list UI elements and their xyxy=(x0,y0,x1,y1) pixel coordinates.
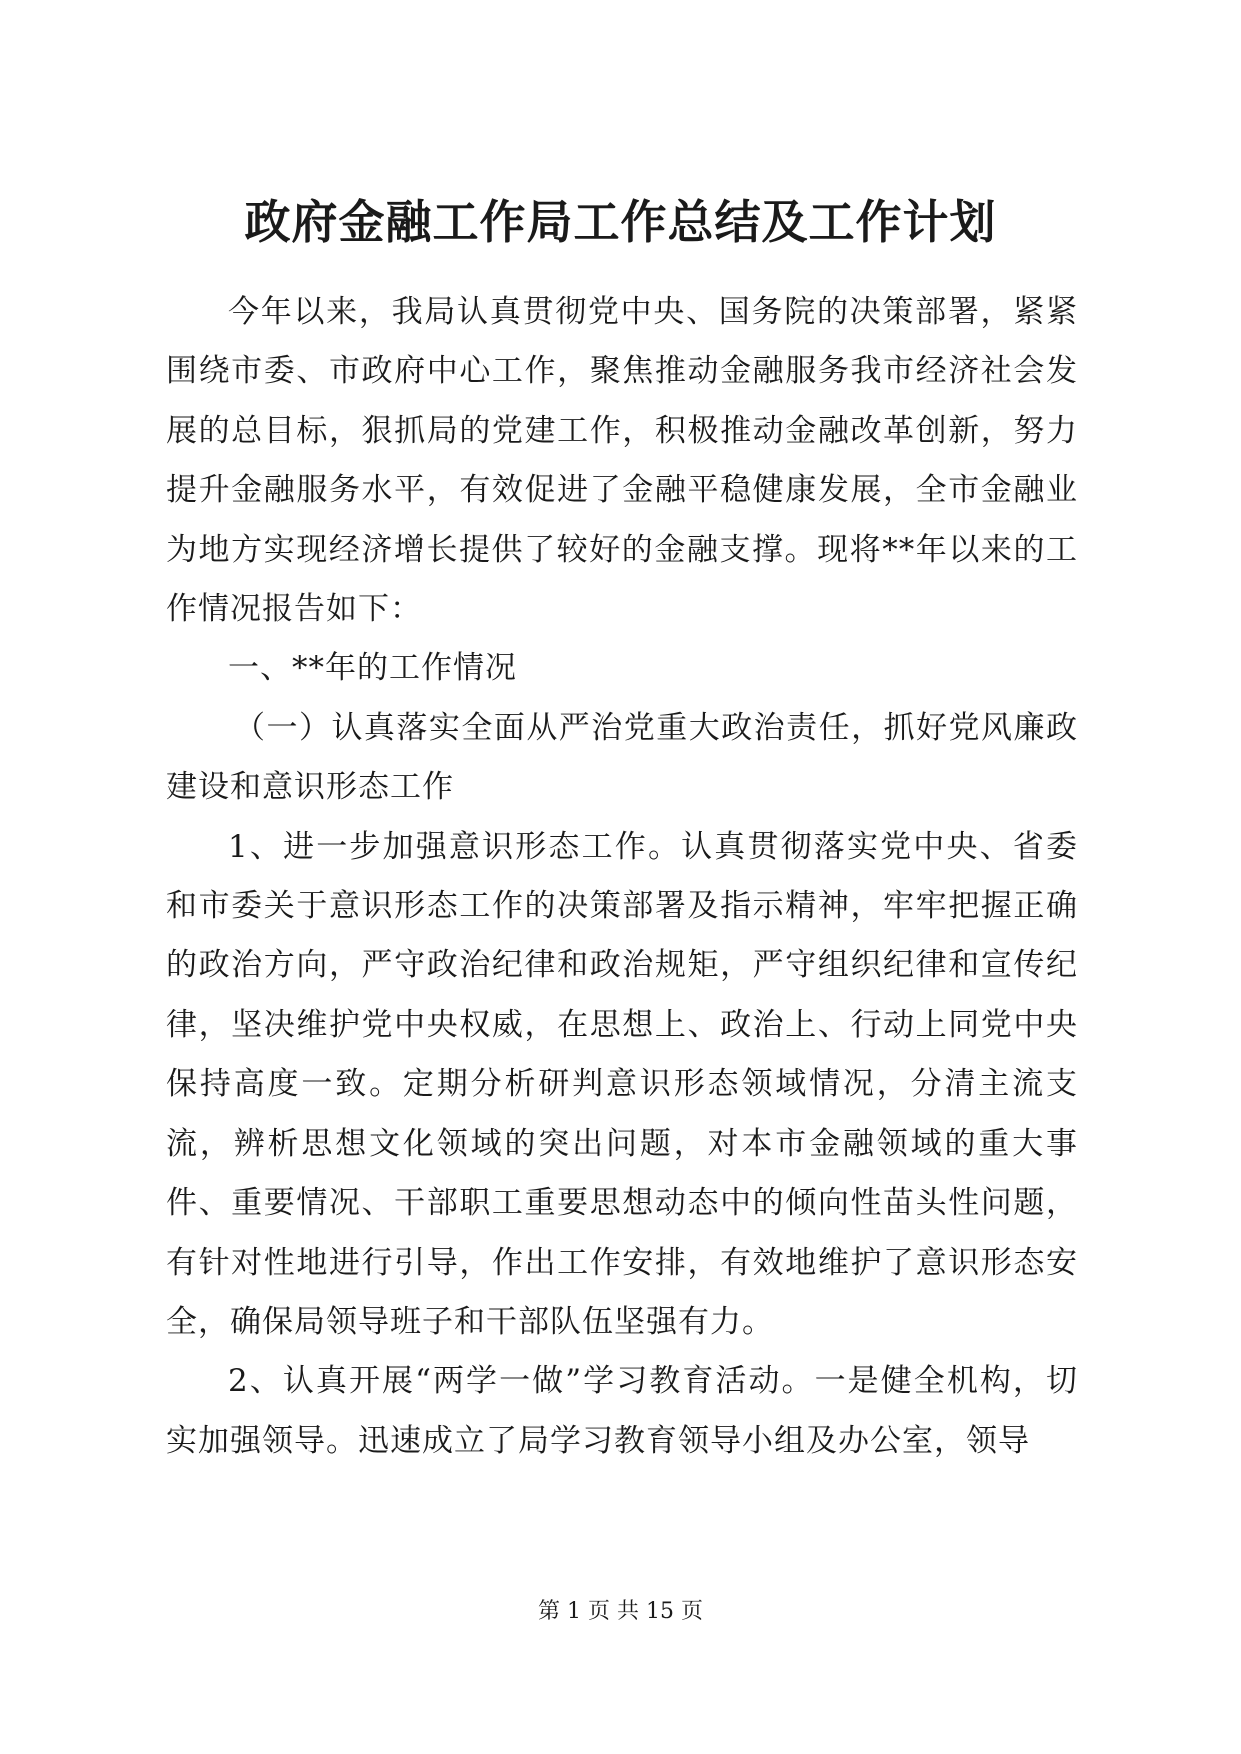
subsection-heading: （一）认真落实全面从严治党重大政治责任，抓好党风廉政建设和意识形态工作 xyxy=(166,709,1078,806)
body-paragraph: 2、认真开展“两学一做”学习教育活动。一是健全机构，切实加强领导。迅速成立了局学习教育领导小组及办公室，领导 xyxy=(166,1363,1078,1459)
document-body xyxy=(166,283,1078,1471)
document-title: 政府金融工作局工作总结及工作计划 xyxy=(244,195,997,249)
intro-paragraph: 今年以来，我局认真贯彻党中央、国务院的决策部署，紧紧围绕市委、市政府中心工作，聚焦推动金融服务我市经济社会发展的总目标，狠抓局的党建工作，积极推动金融改革创新，努力提升金融服务水平，有效促进了金融平稳健康发展，全市金融业为地方实现经济增长提供了较好的金融支撑。现将**年以来的工作情况报告如下： xyxy=(166,294,1078,628)
page-number-footer: 第 1 页 共 15 页 xyxy=(538,1599,703,1624)
body-paragraph: 1、进一步加强意识形态工作。认真贯彻落实党中央、省委和市委关于意识形态工作的决策部署及指示精神，牢牢把握正确的政治方向，严守政治纪律和政治规矩，严守组织纪律和宣传纪律，坚决维护党中央权威，在思想上、政治上、行动上同党中央保持高度一致。定期分析研判意识形态领域情况，分清主流支流，辨析思想文化领域的突出问题，对本市金融领域的重大事件、重要情况、干部职工重要思想动态中的倾向性苗头性问题，有针对性地进行引导，作出工作安排，有效地维护了意识形态安全，确保局领导班子和干部队伍坚强有力。 xyxy=(166,828,1078,1340)
section-heading: 一、**年的工作情况 xyxy=(228,650,517,687)
